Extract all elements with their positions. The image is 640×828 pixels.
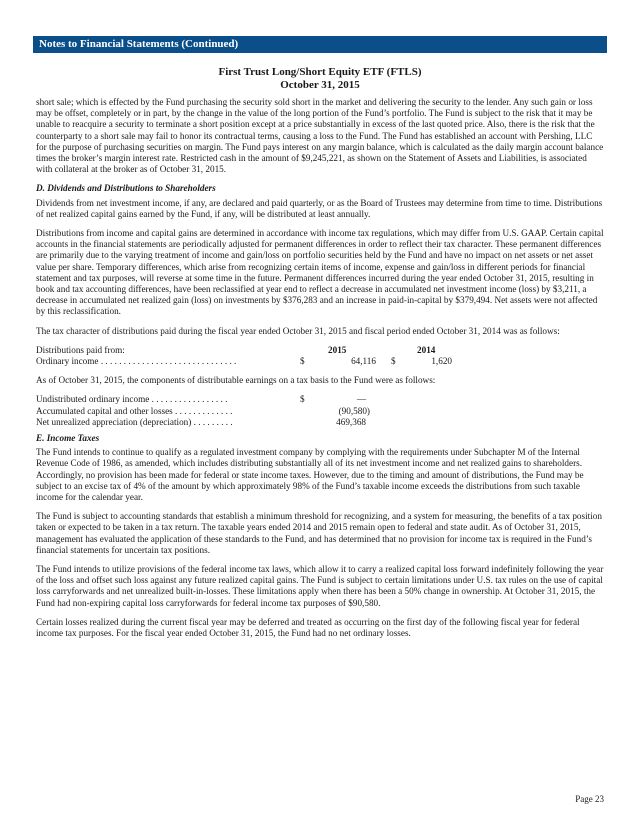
- paragraph-tax-character: The tax character of distributions paid during the fiscal year ended October 31, 2015 and fiscal period ended October 31, 2014 was as follows:: [36, 325, 560, 336]
- section-heading-dividends: D. Dividends and Distributions to Shareholders: [36, 183, 216, 194]
- fund-name: First Trust Long/Short Equity ETF (FTLS): [218, 66, 422, 78]
- row-label: Accumulated capital and other losses . . . . . . . . . . . . .: [36, 405, 233, 416]
- value-2014: 1,620: [431, 356, 452, 367]
- column-header-2015: 2015: [328, 344, 347, 355]
- paragraph-deferred-losses: Certain losses realized during the current fiscal year may be deferred and treated as occurring on the first day of the following fiscal year for federal income tax purposes. For the fiscal year ended October 31, 2015, the Fund had no net ordinary losses.: [36, 616, 580, 639]
- notes-content: [36, 97, 604, 647]
- distributions-table: [36, 345, 604, 367]
- section-header-bar: [33, 36, 607, 53]
- table-row: [36, 394, 604, 405]
- report-date: October 31, 2015: [280, 79, 360, 91]
- table-label: Distributions paid from:: [36, 344, 125, 355]
- earnings-table: [36, 394, 604, 428]
- paragraph-distributions: Distributions from income and capital gains are determined in accordance with income tax regulations, which may differ from U.S. GAAP. Certain capital accounts in the financial statements are periodically adjusted for permanent differences in order to reflect their tax character. These permanent differences are primarily due to the varying treatment of income and gain/loss on portfolio securities held by the Fund and have no impact on net assets or net asset value per share. Temporary differences, which arise from recognizing certain items of income, expense and gain/loss in different periods for financial statement and tax purposes, will reverse at some time in the future. Permanent differences incurred during the year ended October 31, 2015, resulting in book and tax accounting differences, have been reclassified at year end to reflect a decrease in accumulated net investment income (loss) by $3,211, a decrease in accumulated net realized gain (loss) on investments by $376,283 and an increase in paid-in-capital by $379,494. Net assets were not affected by this reclassification.: [36, 228, 604, 317]
- dollar-sign: $: [300, 356, 305, 367]
- paragraph-short-sale: short sale; which is effected by the Fund purchasing the security sold short in the market and delivering the security to the lender. Any such gain or loss may be offset, completely or in part, by the change in the value of the long portion of the Fund’s portfolio. The Fund is subject to the risk that it may be unable to reacquire a security to terminate a short position except at a price substantially in excess of the last quoted price. Also, there is the risk that the counterparty to a short sale may fail to honor its contractual terms, causing a loss to the Fund. The Fund has established an account with Pershing, LLC for the purpose of purchasing securities on margin. The Fund pays interest on any margin balance, which is calculated as the daily margin account balance times the broker’s margin interest rate. Restricted cash in the amount of $9,245,221, as shown on the Statement of Assets and Liabilities, is associated with collateral at the broker as of October 31, 2015.: [36, 97, 604, 175]
- page-number: Page 23: [575, 794, 604, 804]
- row-value: 469,368: [336, 416, 366, 427]
- row-value: (90,580): [338, 405, 370, 416]
- section-header-title: Notes to Financial Statements (Continued): [39, 38, 239, 50]
- section-heading-income-taxes: E. Income Taxes: [36, 433, 100, 443]
- row-label-ordinary-income: Ordinary income . . . . . . . . . . . . . . . . . . . . . . . . . . . . . .: [36, 356, 237, 367]
- row-label: Net unrealized appreciation (depreciation) . . . . . . . . .: [36, 416, 233, 427]
- value-2015: 64,116: [351, 356, 376, 367]
- paragraph-capital-loss: The Fund intends to utilize provisions of the federal income tax laws, which allow it to carry a realized capital loss forward indefinitely following the year of the loss and offset such loss against any future realized capital gains. The Fund is subject to certain limitations under U.S. tax rules on the use of capital loss carryforwards and net unrealized built-in-losses. These limitations apply when there has been a 50% change in ownership. At October 31, 2015, the Fund had non-expiring capital loss carryforwards for federal income tax purposes of $90,580.: [36, 564, 604, 608]
- paragraph-accounting-standards: The Fund is subject to accounting standards that establish a minimum threshold for recognizing, and a system for measuring, the benefits of a tax position taken or expected to be taken in a tax return. The taxable years ended 2014 and 2015 remain open to federal and state audit. As of October 31, 2015, management has evaluated the application of these standards to the Fund, and has determined that no provision for income tax is required in the Fund’s financial statements for uncertain tax positions.: [36, 511, 602, 555]
- column-header-2014: 2014: [417, 344, 436, 355]
- paragraph-dividends: Dividends from net investment income, if any, are declared and paid quarterly, or as the Board of Trustees may determine from time to time. Distributions of net realized capital gains earned by the Fund, if any, will be distributed at least annually.: [36, 197, 603, 219]
- paragraph-components: As of October 31, 2015, the components of distributable earnings on a tax basis to the Fund were as follows:: [36, 375, 436, 386]
- document-title: [33, 66, 607, 92]
- table-row: [36, 417, 604, 428]
- dollar-sign: $: [300, 394, 305, 405]
- table-row: [36, 356, 604, 367]
- dollar-sign: $: [391, 356, 396, 367]
- table-header-row: [36, 345, 604, 356]
- table-row: [36, 406, 604, 417]
- paragraph-income-taxes: The Fund intends to continue to qualify as a regulated investment company by complying with the requirements under Subchapter M of the Internal Revenue Code of 1986, as amended, which includes distributing substantially all of its net investment income and net realized gains to shareholders. Accordingly, no provision has been made for federal or state income taxes. However, due to the timing and amount of distributions, the Fund may be subject to an excise tax of 4% of the amount by which approximately 98% of the Fund’s taxable income exceeds the distributions from such taxable income for the calendar year.: [36, 447, 584, 503]
- row-value: —: [356, 394, 366, 405]
- row-label: Undistributed ordinary income . . . . . . . . . . . . . . . . .: [36, 394, 228, 405]
